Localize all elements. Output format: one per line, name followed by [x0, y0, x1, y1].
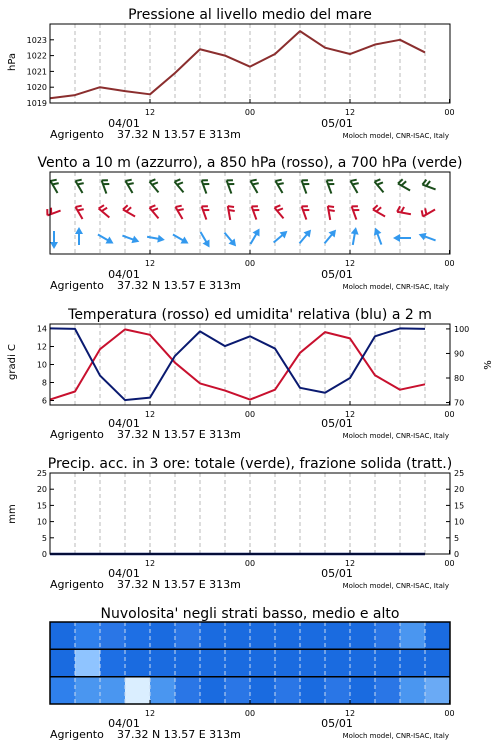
cloud-cell: [50, 649, 76, 676]
temperature-yticks-label: 10: [36, 360, 47, 370]
wind-barb-shaft: [397, 212, 411, 214]
precipitation-grid: [75, 473, 425, 554]
cloud-cell: [150, 649, 176, 676]
cloud-cell: [250, 649, 276, 676]
wind-title: Vento a 10 m (azzurro), a 850 hPa (rosso), a 700 hPa (verde): [37, 155, 463, 171]
wind-barb-head: [393, 234, 400, 242]
wind-barb-feather: [152, 182, 158, 184]
humidity-yticks-label: 90: [454, 349, 465, 359]
wind-location: Agrigento: [50, 279, 104, 292]
wind-barb-feather: [401, 207, 404, 213]
wind-barb-feather: [178, 209, 184, 210]
precipitation-yticks-right-label: 5: [454, 533, 460, 543]
cloud-cell: [175, 677, 201, 704]
precipitation-yticks-label: 25: [36, 469, 47, 478]
wind-barb-feather: [126, 207, 131, 211]
cloud-cell: [275, 649, 301, 676]
wind-barb: [126, 180, 134, 193]
pressure-yticks-label: 1019: [26, 99, 47, 108]
cloud-cell: [75, 649, 101, 676]
wind-barb-feather: [76, 180, 82, 181]
wind-barb-feather: [328, 210, 334, 211]
wind-barb: [251, 180, 259, 193]
cloud-cell: [100, 677, 126, 704]
cloud-cells: [50, 622, 451, 704]
wind-barb-feather: [425, 208, 426, 214]
cloud-cell: [350, 649, 376, 676]
temperature-panel: [7, 307, 494, 441]
cloud-date-1: 04/01: [108, 717, 140, 730]
wind-barb: [422, 208, 435, 216]
wind-barbs: [47, 179, 435, 249]
humidity-yticks-label: 70: [454, 398, 465, 408]
wind-xtick-label: 12: [344, 259, 356, 268]
wind-barb: [393, 234, 411, 242]
temperature-line: [50, 329, 425, 399]
cloud-cell: [400, 649, 426, 676]
wind-barb-feather: [176, 206, 182, 207]
cloud-cell: [50, 622, 76, 649]
wind-barb: [176, 206, 184, 219]
temperature-title: Temperatura (rosso) ed umidita' relativa (blu) a 2 m: [68, 307, 432, 323]
pressure-yticks-label: 1020: [26, 83, 47, 93]
cloud-xtick-label: 00: [244, 709, 256, 718]
cloud-cell: [375, 622, 401, 649]
cloud-cell: [150, 677, 176, 704]
humidity-ylabel: %: [483, 360, 494, 370]
wind-barb: [150, 179, 159, 192]
wind-barb-feather: [76, 206, 82, 207]
pressure-series: [50, 31, 425, 98]
wind-barb-shaft: [202, 206, 207, 219]
wind-date-2: 05/01: [321, 268, 353, 281]
precipitation-yticks-label: 5: [41, 533, 47, 543]
wind-barb-feather: [228, 206, 234, 207]
precipitation-model: Moloch model, CNR-ISAC, Italy: [342, 582, 449, 590]
temperature-location: Agrigento: [50, 428, 104, 441]
wind-xtick-label: 00: [444, 259, 455, 268]
cloud-cell: [400, 622, 426, 649]
cloud-cell: [425, 677, 451, 704]
cloud-cell: [50, 677, 76, 704]
wind-barb: [352, 206, 360, 219]
cloud-cell: [275, 622, 301, 649]
wind-barb-feather: [126, 180, 132, 181]
cloud-panel: [50, 606, 455, 741]
humidity-yticks: [446, 325, 469, 408]
cloud-cell: [100, 649, 126, 676]
precipitation-panel: [7, 456, 464, 591]
wind-barb-head: [50, 242, 58, 249]
wind-barb-head: [157, 235, 165, 243]
humidity-yticks-label: 80: [454, 374, 465, 383]
wind-barb-feather: [228, 210, 234, 211]
pressure-xtick-label: 00: [244, 108, 256, 117]
wind-barb-feather: [401, 181, 406, 185]
precipitation-yticks-label: 0: [41, 550, 47, 559]
pressure-yticks-label: 1021: [26, 67, 47, 77]
wind-barb: [50, 231, 58, 249]
cloud-xtick-label: 12: [144, 709, 156, 718]
precipitation-yticks-right-label: 0: [454, 550, 460, 559]
wind-xtick-label: 12: [144, 259, 156, 268]
wind-barb-shaft: [302, 180, 307, 193]
cloud-coords: 37.32 N 13.57 E 313m: [117, 728, 241, 741]
temperature-yticks-label: 6: [41, 396, 47, 406]
wind-barb: [351, 180, 359, 193]
pressure-yticks-label: 1022: [26, 51, 47, 61]
wind-barb: [251, 228, 260, 244]
pressure-yticks-label: 1023: [26, 35, 47, 45]
cloud-cell: [425, 649, 451, 676]
temperature-xtick-label: 12: [144, 410, 156, 419]
wind-panel: [37, 155, 462, 292]
wind-barb-feather: [53, 183, 59, 184]
cloud-cell: [225, 677, 251, 704]
wind-barb-shaft: [352, 206, 357, 219]
wind-barb-shaft: [202, 180, 207, 193]
wind-barb: [274, 231, 288, 243]
wind-barb: [422, 180, 435, 190]
wind-barb-feather: [328, 206, 334, 207]
wind-barb-feather: [277, 208, 283, 210]
wind-barb-feather: [353, 183, 359, 184]
precipitation-xtick-label: 00: [444, 559, 455, 568]
wind-barb-shaft: [228, 206, 230, 220]
cloud-cell: [75, 677, 101, 704]
cloud-cell: [225, 649, 251, 676]
cloud-cell: [300, 622, 326, 649]
humidity-line: [50, 328, 425, 400]
wind-barb-feather: [128, 183, 134, 184]
wind-barb-feather: [276, 180, 282, 181]
wind-barb: [201, 232, 210, 248]
wind-barb-shaft: [102, 180, 107, 193]
temperature-yticks-label: 14: [36, 324, 47, 334]
cloud-cell: [325, 622, 351, 649]
wind-barb-feather: [426, 181, 430, 186]
pressure-date-1: 04/01: [108, 117, 140, 130]
wind-barb: [327, 180, 335, 193]
wind-model: Moloch model, CNR-ISAC, Italy: [342, 283, 449, 291]
pressure-model: Moloch model, CNR-ISAC, Italy: [342, 132, 449, 140]
temperature-yticks-label: 12: [36, 342, 47, 352]
cloud-cell: [125, 677, 151, 704]
wind-barb: [275, 205, 284, 218]
wind-barb-feather: [251, 180, 257, 181]
wind-barb: [351, 227, 359, 245]
wind-barb: [228, 206, 235, 220]
cloud-cell: [350, 622, 376, 649]
humidity-yticks-label: 100: [454, 324, 470, 334]
wind-date-1: 04/01: [108, 268, 140, 281]
wind-barb: [276, 180, 284, 193]
wind-barb-shaft: [328, 206, 330, 220]
cloud-cell: [175, 622, 201, 649]
precipitation-yticks-right-label: 20: [454, 485, 465, 495]
wind-barb-feather: [177, 182, 183, 184]
cloud-xtick-label: 12: [344, 709, 356, 718]
precipitation-xtick-label: 00: [244, 559, 256, 568]
wind-barb-shaft: [422, 185, 435, 190]
wind-barb: [300, 230, 312, 244]
wind-barb: [419, 233, 436, 241]
wind-coords: 37.32 N 13.57 E 313m: [117, 279, 241, 292]
temperature-yticks-label: 8: [41, 378, 47, 388]
wind-barb-feather: [275, 205, 281, 207]
wind-barb-feather: [377, 182, 383, 184]
wind-barb: [302, 180, 310, 193]
wind-barb-shaft: [252, 206, 257, 219]
cloud-cell: [125, 622, 151, 649]
temperature-ylabel: gradi C: [7, 344, 18, 380]
precipitation-xtick-label: 12: [144, 559, 156, 568]
temperature-model: Moloch model, CNR-ISAC, Italy: [342, 432, 449, 440]
wind-barb: [227, 180, 235, 193]
precipitation-location: Agrigento: [50, 578, 104, 591]
cloud-xtick-label: 00: [444, 709, 455, 718]
cloud-cell: [400, 677, 426, 704]
wind-barb: [51, 180, 59, 193]
wind-barb: [302, 206, 310, 219]
wind-barb-feather: [99, 205, 104, 208]
temperature-date-1: 04/01: [108, 417, 140, 430]
wind-barb-feather: [150, 205, 156, 207]
precipitation-yticks-right-label: 10: [454, 517, 465, 527]
cloud-title: Nuvolosita' negli strati basso, medio e alto: [100, 606, 400, 622]
wind-barb: [75, 227, 83, 245]
temperature-series: [50, 328, 425, 400]
cloud-cell: [350, 677, 376, 704]
wind-barb: [325, 230, 337, 244]
wind-barb-feather: [422, 210, 423, 216]
wind-barb-shaft: [47, 211, 60, 216]
pressure-frame: [50, 24, 450, 103]
temperature-xtick-label: 00: [444, 410, 455, 419]
wind-barb-feather: [152, 208, 158, 210]
wind-barb-feather: [376, 207, 381, 211]
wind-barb: [122, 236, 139, 244]
pressure-ylabel: hPa: [7, 52, 18, 72]
pressure-coords: 37.32 N 13.57 E 313m: [117, 128, 241, 141]
pressure-panel: [7, 7, 455, 141]
wind-barb: [202, 206, 210, 219]
wind-barb: [76, 206, 84, 219]
wind-barb: [76, 180, 84, 193]
cloud-cell: [200, 677, 226, 704]
cloud-cell: [150, 622, 176, 649]
wind-barb: [328, 206, 335, 220]
temperature-yticks: [37, 325, 54, 406]
precipitation-yticks-right: [446, 469, 464, 559]
pressure-title: Pressione al livello medio del mare: [128, 7, 372, 23]
wind-barb-feather: [78, 183, 84, 184]
temperature-xtick-label: 12: [344, 410, 356, 419]
wind-barb-head: [351, 227, 359, 235]
precipitation-frame: [50, 473, 450, 554]
cloud-cell: [325, 649, 351, 676]
wind-barb-feather: [278, 183, 284, 184]
precipitation-yticks: [37, 469, 54, 559]
cloud-cell: [300, 677, 326, 704]
precipitation-xtick-label: 12: [344, 559, 356, 568]
precipitation-date-1: 04/01: [108, 567, 140, 580]
wind-barb: [47, 208, 60, 216]
precipitation-yticks-right-label: 15: [454, 501, 465, 511]
wind-barb-feather: [422, 180, 426, 185]
wind-barb-shaft: [327, 180, 332, 193]
wind-barb-feather: [102, 208, 107, 211]
wind-barb: [252, 206, 260, 219]
cloud-cell: [75, 622, 101, 649]
cloud-date-2: 05/01: [321, 717, 353, 730]
pressure-location: Agrigento: [50, 128, 104, 141]
cloud-cell: [325, 677, 351, 704]
wind-barb-feather: [78, 209, 84, 210]
wind-barb-shaft: [227, 180, 232, 193]
precipitation-title: Precip. acc. in 3 ore: totale (verde), frazione solida (tratt.): [47, 456, 453, 472]
wind-barb-shaft: [302, 206, 307, 219]
wind-barb-feather: [51, 180, 57, 181]
cloud-cell: [300, 649, 326, 676]
temperature-coords: 37.32 N 13.57 E 313m: [117, 428, 241, 441]
cloud-cell: [200, 622, 226, 649]
cloud-cell: [375, 649, 401, 676]
precipitation-yticks-label: 10: [36, 517, 47, 527]
wind-barb-feather: [253, 183, 259, 184]
wind-barb: [150, 205, 159, 218]
pressure-xtick-label: 12: [344, 108, 356, 117]
wind-barb: [375, 179, 384, 192]
wind-barb: [175, 179, 184, 192]
wind-barb: [202, 180, 210, 193]
precipitation-yticks-label: 20: [36, 485, 47, 495]
pressure-xtick-label: 12: [144, 108, 156, 117]
cloud-cell: [225, 622, 251, 649]
wind-barb: [397, 206, 411, 214]
cloud-cell: [375, 677, 401, 704]
cloud-location: Agrigento: [50, 728, 104, 741]
pressure-line: [50, 31, 425, 98]
cloud-cell: [425, 622, 451, 649]
precipitation-yticks-right-label: 25: [454, 469, 465, 478]
precipitation-date-2: 05/01: [321, 567, 353, 580]
wind-barb: [225, 233, 237, 247]
wind-barb-feather: [351, 180, 357, 181]
temperature-xtick-label: 00: [244, 410, 256, 419]
pressure-xtick-label: 00: [444, 108, 455, 117]
cloud-cell: [200, 649, 226, 676]
cloud-cell: [275, 677, 301, 704]
cloud-cell: [250, 677, 276, 704]
cloud-cell: [100, 622, 126, 649]
pressure-date-2: 05/01: [321, 117, 353, 130]
cloud-model: Moloch model, CNR-ISAC, Italy: [342, 732, 449, 740]
precipitation-yticks-label: 15: [36, 501, 47, 511]
wind-barb: [102, 180, 110, 193]
precipitation-coords: 37.32 N 13.57 E 313m: [117, 578, 241, 591]
cloud-cell: [125, 649, 151, 676]
precipitation-ylabel: mm: [7, 504, 18, 524]
wind-barb-head: [75, 227, 83, 234]
cloud-cell: [175, 649, 201, 676]
temperature-date-2: 05/01: [321, 417, 353, 430]
wind-xtick-label: 00: [244, 259, 256, 268]
cloud-cell: [250, 622, 276, 649]
